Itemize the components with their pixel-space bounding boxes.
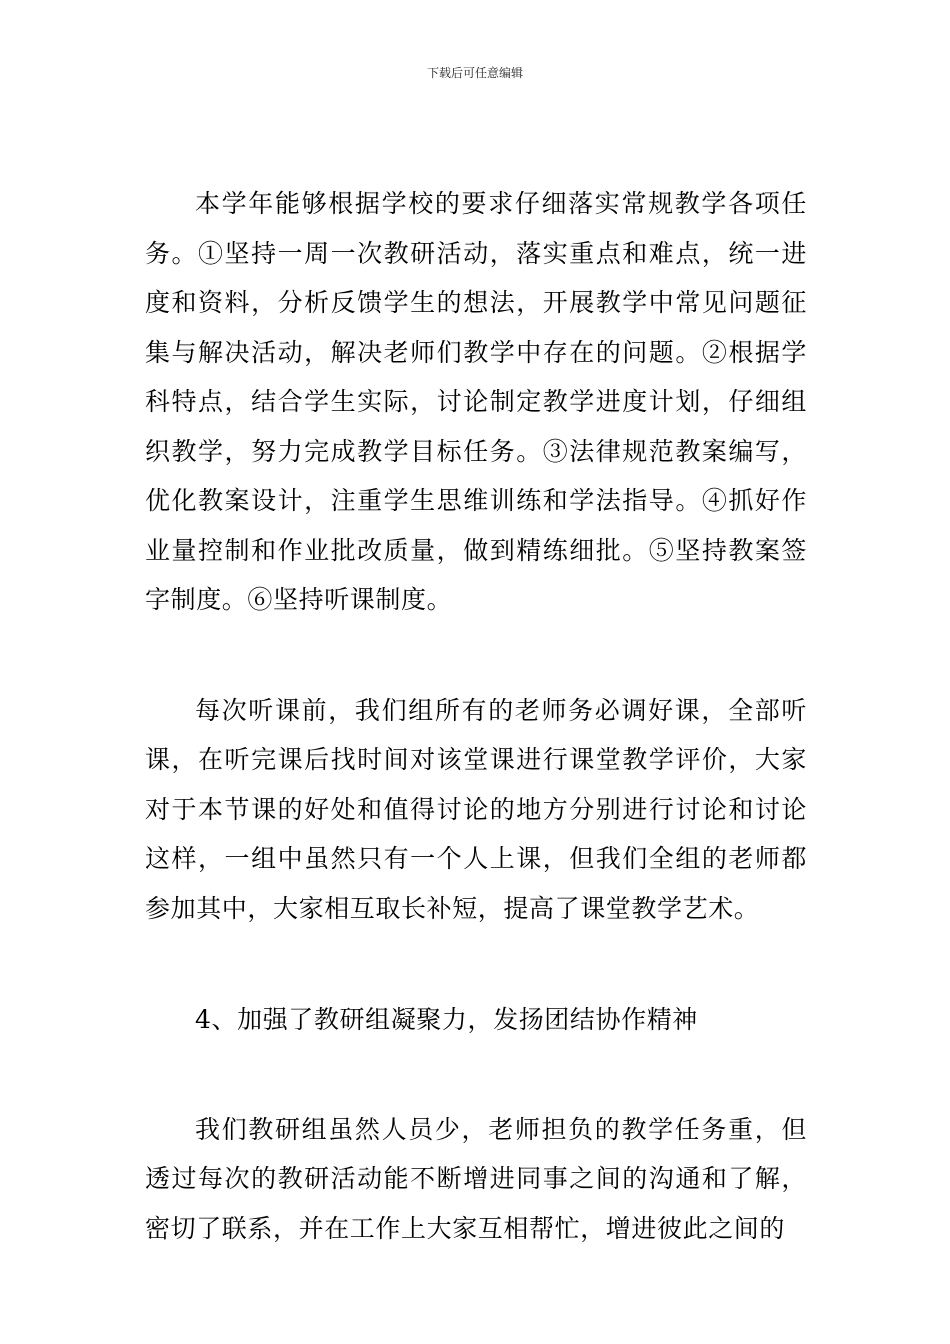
section-heading-cohesion: 4、加强了教研组凝聚力，发扬团结协作精神 bbox=[195, 1005, 698, 1034]
paragraph-routine-teaching: 本学年能够根据学校的要求仔细落实常规教学各项任务。①坚持一周一次教研活动，落实重点和难点，统一进度和资料，分析反馈学生的想法，开展教学中常见问题征集与解决活动，解决老师们教学中存在的问题。②根据学科特点，结合学生实际，讨论制定教学进度计划，仔细组织教学，努力完成教学目标任务。③法律规范教案编写，优化教案设计，注重学生思维训练和学法指导。④抓好作业量控制和作业批改质量，做到精练细批。⑤坚持教案签字制度。⑥坚持听课制度。 bbox=[145, 189, 807, 614]
paragraph-lesson-observation: 每次听课前，我们组所有的老师务必调好课，全部听课，在听完课后找时间对该堂课进行课堂教学评价，大家对于本节课的好处和值得讨论的地方分别进行讨论和讨论这样，一组中虽然只有一个人上课，但我们全组的老师都参加其中，大家相互取长补短，提高了课堂教学艺术。 bbox=[145, 695, 807, 923]
paragraph-team-cooperation: 我们教研组虽然人员少，老师担负的教学任务重，但透过每次的教研活动能不断增进同事之间的沟通和了解，密切了联系，并在工作上大家互相帮忙，增进彼此之间的 bbox=[145, 1114, 807, 1243]
document-body bbox=[145, 179, 807, 1253]
page-header: 下载后可任意编辑 bbox=[426, 66, 523, 80]
